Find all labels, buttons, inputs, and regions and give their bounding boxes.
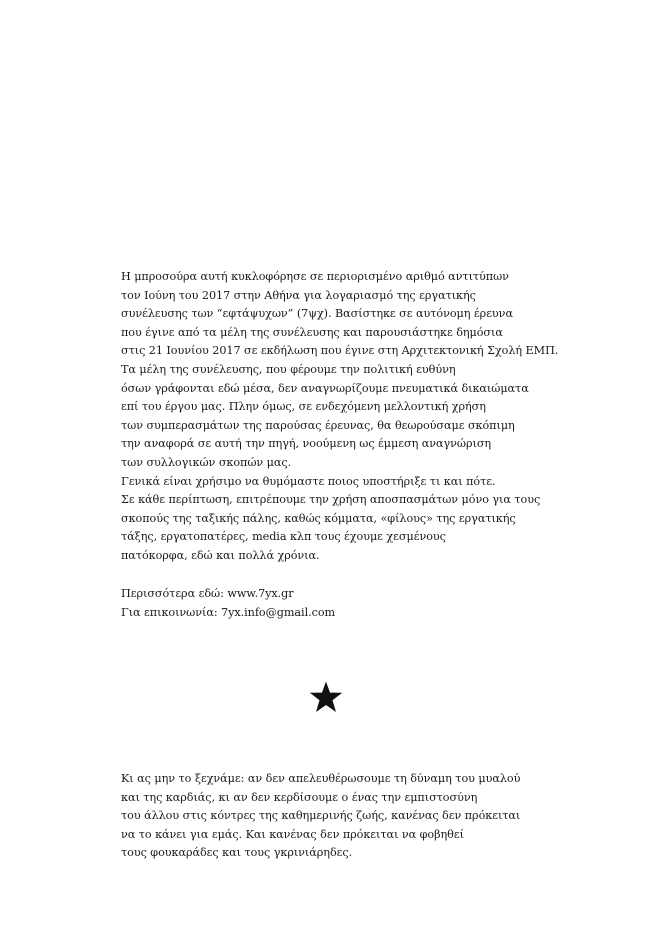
colophon-line: Η μπροσούρα αυτή κυκλοφόρησε σε περιορισμένο αριθμό αντιτύπων	[121, 270, 509, 283]
contact-block	[121, 585, 551, 622]
website-link[interactable]: Περισσότερα εδώ: www.7yx.gr	[121, 587, 294, 600]
email-link[interactable]: Για επικοινωνία: 7yx.info@gmail.com	[121, 605, 336, 619]
closing-line: τους φουκαράδες και τους γκρινιάρηδες.	[121, 846, 353, 860]
colophon-line: επί του έργου μας. Πλην όμως, σε ενδεχόμενη μελλοντική χρήση	[121, 400, 486, 414]
colophon-line: των συλλογικών σκοπών μας.	[121, 455, 292, 469]
closing-line: του άλλου στις κόντρες της καθημερινής ζωής, κανένας δεν πρόκειται	[121, 809, 521, 823]
colophon-line: Γενικά είναι χρήσιμο να θυμόμαστε ποιος υποστήριξε τι και πότε.	[121, 474, 496, 488]
closing-line: και της καρδιάς, κι αν δεν κερδίσουμε ο ένας την εμπιστοσύνη	[121, 790, 478, 804]
colophon-line: όσων γράφονται εδώ μέσα, δεν αναγνωρίζουμε πνευματικά δικαιώματα	[121, 381, 529, 395]
colophon-line: Σε κάθε περίπτωση, επιτρέπουμε την χρήση αποσπασμάτων μόνο για τους	[121, 493, 541, 507]
colophon-line: σκοπούς της ταξικής πάλης, καθώς κόμματα, «φίλους» της εργατικής	[121, 511, 516, 525]
closing-paragraph	[121, 770, 551, 863]
closing-line: Κι ας μην το ξεχνάμε: αν δεν απελευθέρωσουμε τη δύναμη του μυαλού	[121, 772, 521, 785]
colophon-line: που έγινε από τα μέλη της συνέλευσης και παρουσιάστηκε δημόσια	[121, 325, 503, 339]
colophon-line: τάξης, εργατοπατέρες, media κλπ τους έχουμε χεσμένους	[121, 530, 446, 544]
colophon-paragraph	[121, 268, 559, 566]
colophon-line: τον Ιούνη του 2017 στην Αθήνα για λογαριασμό της εργατικής	[121, 288, 476, 302]
closing-line: να το κάνει για εμάς. Και κανένας δεν πρόκειται να φοβηθεί	[121, 827, 464, 841]
colophon-line: συνέλευσης των “εφτάψυχων” (7ψχ). Βασίστηκε σε αυτόνομη έρευνα	[121, 307, 513, 321]
star-icon	[309, 681, 343, 713]
colophon-line: των συμπερασμάτων της παρούσας έρευνας, θα θεωρούσαμε σκόπιμη	[121, 418, 515, 432]
colophon-line: πατόκορφα, εδώ και πολλά χρόνια.	[121, 548, 320, 562]
colophon-line: Τα μέλη της συνέλευσης, που φέρουμε την πολιτική ευθύνη	[121, 362, 456, 376]
colophon-line: στις 21 Ιουνίου 2017 σε εκδήλωση που έγινε στη Αρχιτεκτονική Σχολή ΕΜΠ.	[121, 344, 559, 358]
colophon-line: την αναφορά σε αυτή την πηγή, νοούμενη ως έμμεση αναγνώριση	[121, 437, 492, 451]
